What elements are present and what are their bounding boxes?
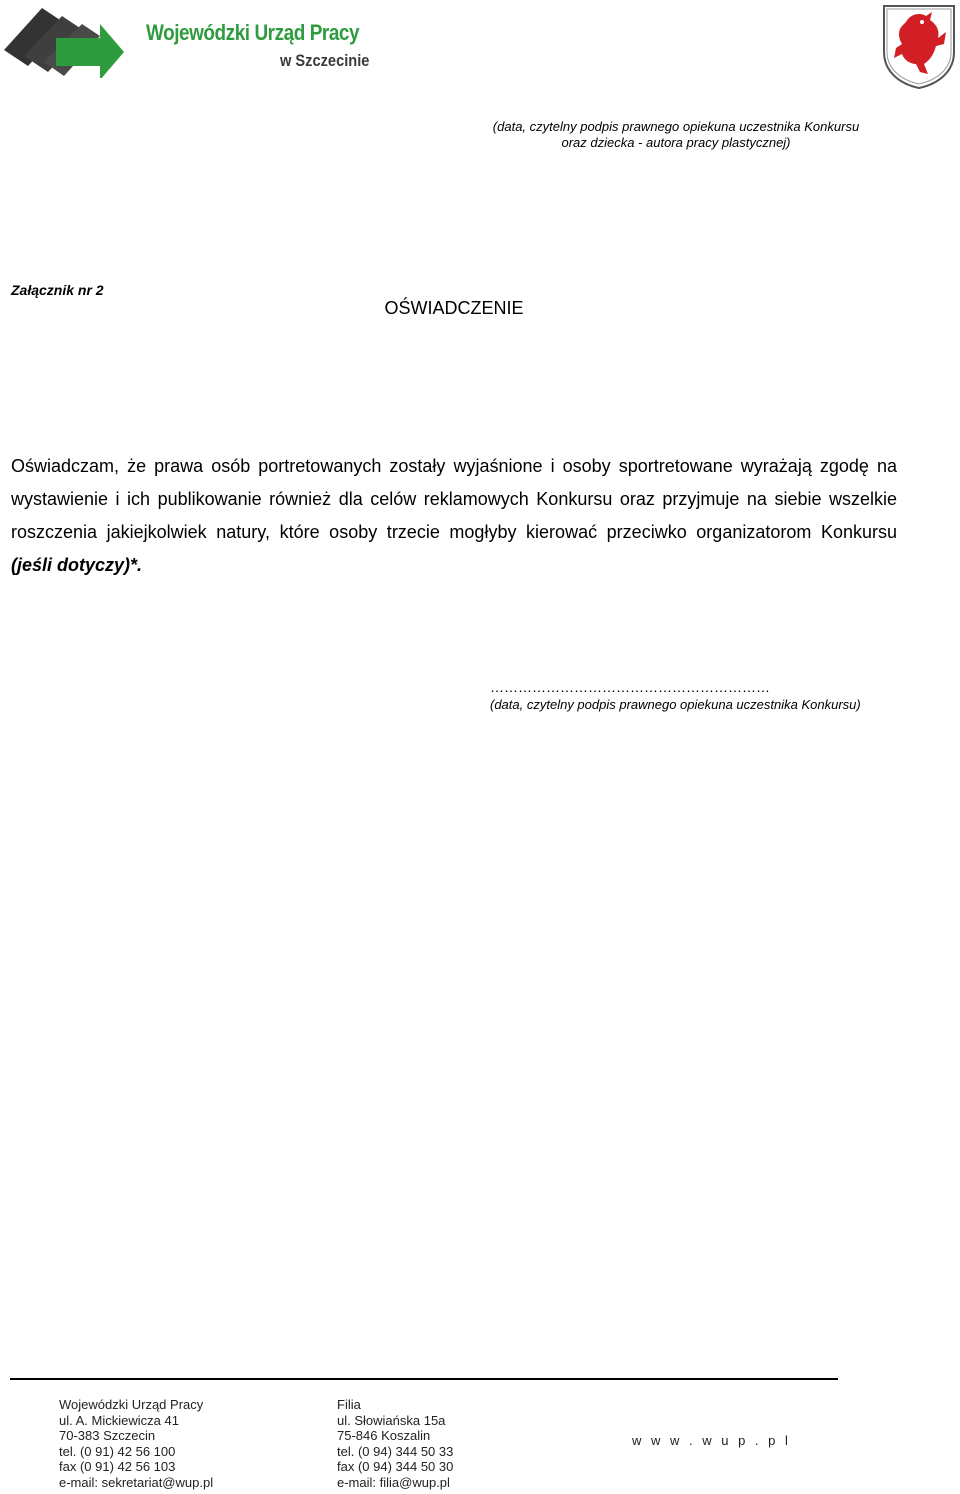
footer-main-email: e-mail: sekretariat@wup.pl — [59, 1474, 214, 1490]
footer-divider — [10, 1378, 838, 1380]
footer-branch-fax: fax (0 94) 344 50 30 — [337, 1459, 454, 1475]
statement-emphasis: (jeśli dotyczy)*. — [11, 555, 143, 575]
top-caption-line1: (data, czytelny podpis prawnego opiekuna uczestnika Konkursu — [492, 119, 860, 134]
footer-branch-office — [337, 1397, 453, 1491]
wup-arrow-logo-icon — [4, 6, 134, 78]
signature-caption: (data, czytelny podpis prawnego opiekuna uczestnika Konkursu) — [490, 697, 861, 712]
statement-paragraph — [11, 450, 897, 582]
footer-branch-street: ul. Słowiańska 15a — [337, 1412, 446, 1428]
top-signature-caption — [440, 119, 912, 151]
footer-main-tel: tel. (0 91) 42 56 100 — [59, 1443, 176, 1459]
footer-main-city: 70-383 Szczecin — [59, 1428, 156, 1444]
statement-text: Oświadczam, że prawa osób portretowanych zostały wyjaśnione i osoby sportretowane wyrażają zgodę na wystawienie i ich publikowanie również dla celów reklamowych Konkursu oraz przyjmuje na siebie wszelkie roszczenia jakiejkolwiek natury, które osoby trzecie mogłyby kierować przeciwko organizatorom Konkursu — [11, 456, 897, 542]
footer-website: w w w . w u p . p l — [632, 1433, 791, 1448]
top-caption-line2: oraz dziecka - autora pracy plastycznej) — [561, 135, 791, 150]
footer-branch-name: Filia — [337, 1397, 361, 1412]
crest — [880, 2, 958, 90]
logo-title: Wojewódzki Urząd Pracy — [146, 20, 360, 45]
footer-branch-email: e-mail: filia@wup.pl — [337, 1474, 450, 1490]
footer-main-fax: fax (0 91) 42 56 103 — [59, 1459, 176, 1475]
footer-branch-tel: tel. (0 94) 344 50 33 — [337, 1443, 454, 1459]
signature-line: …………………………………………………… — [490, 679, 770, 695]
footer-branch-city: 75-846 Koszalin — [337, 1428, 431, 1444]
wup-logo — [4, 6, 384, 78]
footer-main-street: ul. A. Mickiewicza 41 — [59, 1412, 179, 1428]
footer-main-office — [59, 1397, 213, 1491]
document-title: OŚWIADCZENIE — [384, 298, 524, 318]
footer-main-name: Wojewódzki Urząd Pracy — [59, 1397, 204, 1412]
annex-label: Załącznik nr 2 — [11, 282, 104, 298]
logo-subtitle: w Szczecinie — [280, 51, 370, 70]
griffin-crest-icon — [880, 2, 958, 90]
